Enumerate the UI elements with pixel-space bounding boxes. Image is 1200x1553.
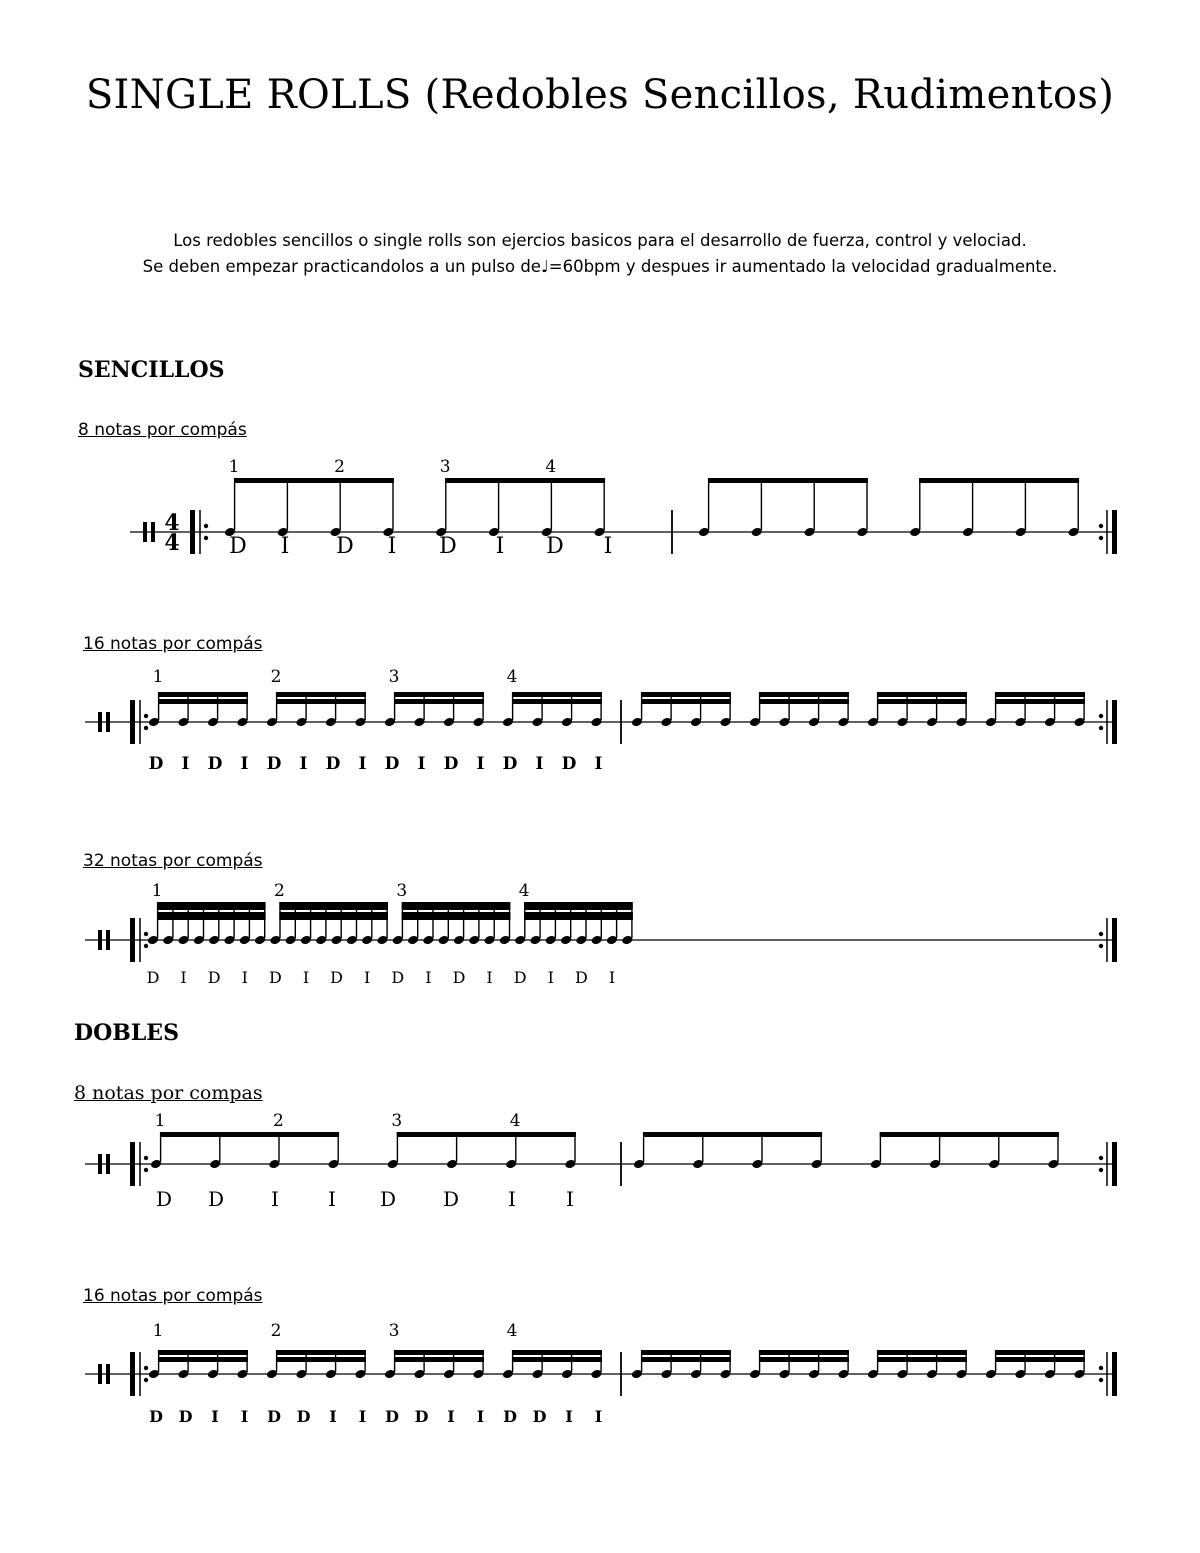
percussion-clef-icon (106, 1154, 110, 1174)
repeat-dot (1099, 1366, 1103, 1370)
sticking-letter: I (476, 754, 485, 774)
repeat-dot (1099, 1156, 1103, 1160)
beat-number: 1 (154, 1111, 166, 1131)
sticking-letter: D (513, 968, 527, 987)
sticking-letter: D (414, 1407, 429, 1426)
note-beam (995, 1350, 1085, 1355)
note-beam (512, 699, 602, 704)
exercise-label-2: 16 notas por compás (83, 634, 263, 654)
beat-number: 1 (152, 667, 164, 687)
beat-number: 1 (151, 881, 163, 901)
sticking-letter: D (146, 968, 160, 987)
repeat-start-thick-bar (130, 1352, 135, 1396)
intro-text (0, 228, 1200, 280)
sticking-letter: I (387, 534, 397, 559)
note-beam (512, 1350, 602, 1355)
beat-number: 3 (388, 1321, 400, 1341)
note-beam (708, 478, 868, 483)
sticking-letter: I (603, 534, 613, 559)
sticking-letter: D (452, 968, 466, 987)
sticking-letter: I (417, 754, 426, 774)
note-beam (995, 692, 1085, 697)
repeat-dot (204, 524, 208, 528)
note-beam (276, 1350, 366, 1355)
note-beam (445, 478, 605, 483)
sticking-letter: D (439, 534, 457, 559)
sticking-letter: I (280, 534, 290, 559)
percussion-clef-icon (151, 522, 155, 542)
time-signature-top: 4 (164, 510, 180, 536)
percussion-clef-icon (98, 930, 102, 950)
sticking-letter: I (447, 1407, 455, 1426)
intro-line-2 (0, 254, 1200, 280)
note-beam (402, 902, 511, 910)
sticking-letter: I (180, 968, 187, 987)
repeat-end-thick-bar (1112, 700, 1117, 744)
repeat-dot (1099, 536, 1103, 540)
beat-number: 2 (270, 1321, 282, 1341)
note-beam (158, 1350, 248, 1355)
sticking-letter: I (486, 968, 493, 987)
sticking-letter: D (148, 754, 164, 774)
repeat-dot (144, 1366, 148, 1370)
sticking-letter: D (266, 754, 282, 774)
staff-exercise-2 (0, 652, 1200, 792)
note-beam (524, 902, 633, 910)
note-beam (279, 912, 326, 920)
note-beam (157, 902, 266, 910)
repeat-dot (144, 944, 148, 948)
beat-number: 4 (518, 881, 530, 901)
note-beam (880, 1132, 1059, 1137)
repeat-end-thick-bar (1112, 510, 1117, 554)
sticking-letter: I (299, 754, 308, 774)
sticking-letter: D (391, 968, 405, 987)
repeat-dot (1099, 1378, 1103, 1382)
intro-line-2-end: =60bpm y despues ir aumentado la velocidad gradualmente. (548, 257, 1058, 276)
sticking-letter: I (240, 754, 249, 774)
sticking-letter: D (442, 1187, 460, 1211)
sticking-letter: I (364, 968, 371, 987)
note-beam (394, 1357, 484, 1362)
sticking-letter: D (267, 1407, 281, 1426)
exercise-label-5: 16 notas por compás (83, 1286, 263, 1306)
sticking-letter: D (502, 754, 518, 774)
sticking-letter: I (425, 968, 432, 987)
note-beam (276, 1357, 366, 1362)
repeat-dot (1099, 726, 1103, 730)
note-beam (279, 902, 388, 910)
note-beam (995, 1357, 1085, 1362)
note-beam (877, 692, 967, 697)
repeat-dot (1099, 714, 1103, 718)
beat-number: 2 (272, 1111, 284, 1131)
repeat-dot (144, 932, 148, 936)
note-beam (157, 912, 204, 920)
percussion-clef-icon (106, 712, 110, 732)
note-beam (524, 912, 571, 920)
note-beam (759, 1350, 849, 1355)
note-beam (759, 1357, 849, 1362)
sticking-letter: I (302, 968, 310, 987)
percussion-clef-icon (98, 712, 102, 732)
beat-number: 3 (388, 667, 400, 687)
percussion-clef-icon (98, 1154, 102, 1174)
note-beam (218, 912, 265, 920)
sticking-letter: I (608, 968, 616, 987)
note-beam (276, 699, 366, 704)
sticking-letter: I (241, 968, 248, 987)
sticking-letter: D (207, 754, 223, 774)
intro-line-2-start: Se deben empezar practicandolos a un pulso de (142, 257, 541, 276)
repeat-start-thick-bar (130, 918, 135, 962)
repeat-dot (144, 726, 148, 730)
repeat-end-thick-bar (1112, 1142, 1117, 1186)
note-beam (158, 699, 248, 704)
note-beam (995, 699, 1085, 704)
beat-number: 3 (391, 1111, 403, 1131)
page-title: SINGLE ROLLS (Redobles Sencillos, Rudimentos) (85, 72, 1115, 118)
sticking-letter: I (476, 1407, 485, 1426)
sticking-letter: D (207, 968, 221, 987)
note-beam (877, 699, 967, 704)
note-beam (463, 912, 510, 920)
staff-exercise-3 (0, 868, 1200, 1008)
sticking-letter: D (207, 1187, 225, 1211)
sticking-letter: D (229, 534, 247, 559)
exercise-label-4: 8 notas por compas (74, 1082, 263, 1104)
note-beam (759, 692, 849, 697)
staff-exercise-4 (0, 1098, 1200, 1238)
beat-number: 3 (396, 881, 408, 901)
staff-exercise-1 (0, 440, 1200, 580)
note-beam (877, 1357, 967, 1362)
percussion-clef-icon (106, 1364, 110, 1384)
repeat-dot (144, 714, 148, 718)
staff-exercise-5 (0, 1308, 1200, 1448)
repeat-dot (144, 1168, 148, 1172)
repeat-dot (1099, 932, 1103, 936)
sticking-letter: D (325, 754, 341, 774)
sticking-letter: I (328, 1187, 336, 1211)
repeat-start-thick-bar (130, 1142, 135, 1186)
sticking-letter: I (211, 1407, 219, 1426)
beat-number: 2 (273, 881, 285, 901)
note-beam (402, 912, 449, 920)
sticking-letter: D (178, 1407, 193, 1426)
note-beam (512, 1357, 602, 1362)
repeat-dot (1099, 944, 1103, 948)
section-heading-dobles: DOBLES (74, 1020, 179, 1046)
sticking-letter: D (296, 1407, 311, 1426)
note-beam (394, 699, 484, 704)
repeat-dot (1099, 524, 1103, 528)
note-beam (234, 478, 394, 483)
repeat-start-thick-bar (130, 700, 135, 744)
note-beam (341, 912, 388, 920)
repeat-end-thick-bar (1112, 918, 1117, 962)
repeat-dot (144, 1156, 148, 1160)
beat-number: 4 (506, 1321, 518, 1341)
note-beam (394, 692, 484, 697)
sticking-letter: D (155, 1187, 173, 1211)
percussion-clef-icon (143, 522, 147, 542)
sticking-letter: I (358, 754, 367, 774)
sticking-letter: D (546, 534, 564, 559)
beat-number: 2 (270, 667, 282, 687)
beat-number: 2 (334, 457, 346, 477)
intro-line-1: Los redobles sencillos o single rolls son ejercios basicos para el desarrollo de fuerza, control y velociad. (173, 231, 1027, 250)
repeat-dot (144, 1378, 148, 1382)
sticking-letter: D (330, 968, 344, 987)
exercise-label-1: 8 notas por compás (78, 420, 247, 440)
beat-number: 4 (545, 457, 557, 477)
note-beam (160, 1132, 339, 1137)
repeat-start-thick-bar (190, 510, 195, 554)
sticking-letter: I (181, 754, 190, 774)
sticking-letter: I (565, 1407, 573, 1426)
percussion-clef-icon (106, 930, 110, 950)
sticking-letter: D (149, 1407, 163, 1426)
beat-number: 1 (152, 1321, 164, 1341)
note-beam (641, 1357, 731, 1362)
sticking-letter: D (384, 754, 400, 774)
sticking-letter: I (495, 534, 505, 559)
note-beam (759, 699, 849, 704)
note-beam (641, 699, 731, 704)
sticking-letter: D (532, 1407, 547, 1426)
note-beam (585, 912, 632, 920)
sticking-letter: I (508, 1187, 516, 1211)
sticking-letter: I (329, 1407, 337, 1426)
sticking-letter: I (594, 1407, 603, 1426)
note-beam (158, 1357, 248, 1362)
beat-number: 4 (506, 667, 518, 687)
note-beam (641, 692, 731, 697)
sticking-letter: D (379, 1187, 397, 1211)
note-beam (877, 1350, 967, 1355)
repeat-dot (204, 536, 208, 540)
sticking-letter: D (503, 1407, 517, 1426)
sticking-letter: D (443, 754, 459, 774)
note-beam (158, 692, 248, 697)
section-heading-sencillos: SENCILLOS (78, 357, 225, 383)
sticking-letter: I (271, 1187, 279, 1211)
note-beam (643, 1132, 822, 1137)
note-beam (919, 478, 1079, 483)
repeat-dot (1099, 1168, 1103, 1172)
sticking-letter: D (336, 534, 354, 559)
sticking-letter: I (594, 754, 603, 774)
note-beam (512, 692, 602, 697)
sticking-letter: I (240, 1407, 249, 1426)
sticking-letter: D (268, 968, 282, 987)
sticking-letter: I (535, 754, 544, 774)
note-beam (394, 1350, 484, 1355)
sticking-letter: D (561, 754, 577, 774)
repeat-end-thick-bar (1112, 1352, 1117, 1396)
time-signature-bottom: 4 (164, 530, 180, 556)
note-beam (397, 1132, 576, 1137)
beat-number: 1 (228, 457, 240, 477)
beat-number: 3 (439, 457, 451, 477)
exercise-label-3: 32 notas por compás (83, 851, 263, 871)
sticking-letter: I (547, 968, 554, 987)
note-beam (276, 692, 366, 697)
sticking-letter: I (566, 1187, 574, 1211)
quarter-note-icon: ♩ (540, 257, 549, 276)
sticking-letter: I (358, 1407, 367, 1426)
beat-number: 4 (509, 1111, 521, 1131)
percussion-clef-icon (98, 1364, 102, 1384)
sticking-letter: D (574, 968, 588, 987)
sticking-letter: D (385, 1407, 399, 1426)
note-beam (641, 1350, 731, 1355)
